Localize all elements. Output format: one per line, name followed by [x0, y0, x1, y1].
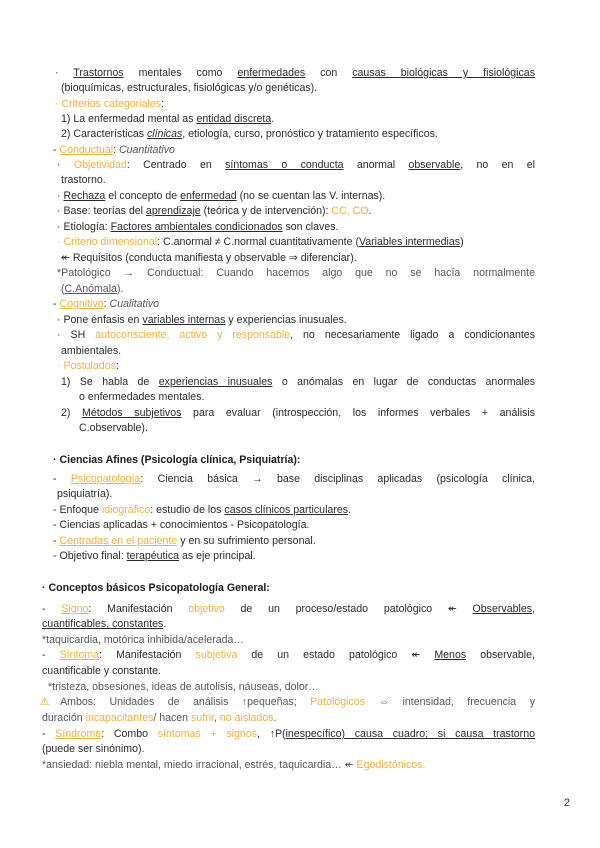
text-line	[42, 727, 535, 741]
text-segment: - Ciencias aplicadas + conocimientos - Psicopatología.	[53, 519, 310, 531]
text-segment: subjetiva	[195, 649, 238, 661]
text-line	[53, 472, 535, 486]
text-segment: Cualitativo	[109, 298, 160, 310]
text-segment: Síntoma	[59, 649, 100, 661]
text-segment: cuantificable y constante.	[42, 665, 161, 677]
text-segment: *tristeza, obsesiones, ideas de autolisis, náuseas, dolor…	[48, 681, 319, 693]
text-segment: ).	[116, 283, 124, 295]
page-number: 2	[563, 797, 570, 809]
text-segment: C.Anómala	[64, 283, 117, 295]
text-segment: cuantificables, constantes	[42, 618, 164, 630]
text-line	[61, 81, 317, 95]
text-segment: ambientales.	[61, 345, 122, 357]
text-segment: para evaluar (introspección, los informes verbales + análisis	[181, 407, 535, 419]
text-segment: (bioquímicas, estructurales, fisiológicas y/o genéticas).	[61, 82, 318, 94]
text-segment: 2)	[61, 407, 83, 419]
text-line	[42, 617, 166, 631]
text-segment: Factores ambientales condicionados	[110, 221, 283, 233]
text-segment: :	[115, 360, 119, 372]
text-segment: *Patológico → Conductual: Cuando hacemos algo que no se hacía normalmente	[57, 267, 535, 279]
text-segment: )	[460, 236, 464, 248]
text-line	[42, 664, 161, 678]
text-line	[53, 297, 159, 311]
text-segment: terapéutica	[126, 550, 180, 562]
text-segment: · Criterios categoriales	[55, 98, 161, 110]
text-line	[61, 282, 123, 296]
text-segment: sufrir	[191, 712, 214, 724]
text-segment: : Centrado en	[126, 159, 226, 171]
text-segment: CC, CO	[331, 205, 369, 217]
text-line	[42, 633, 244, 647]
text-line	[48, 680, 319, 694]
text-segment: trastorno.	[61, 174, 106, 186]
text-line	[61, 251, 357, 265]
text-line	[61, 344, 121, 358]
text-segment: .	[273, 712, 277, 724]
text-segment: variables internas	[142, 314, 226, 326]
text-segment: -	[42, 603, 62, 615]
text-segment: Cuantitativo	[118, 144, 175, 156]
text-segment: , no necesariamente ligado a condicionantes	[290, 329, 535, 341]
text-line	[79, 390, 204, 404]
text-line	[61, 406, 535, 420]
text-line	[61, 375, 535, 389]
text-segment: experiencias inusuales	[158, 376, 273, 388]
text-segment: 1) Se habla de	[61, 376, 159, 388]
text-segment: · Conceptos básicos Psicopatología General:	[42, 582, 270, 594]
text-segment: y en su sufrimiento personal.	[177, 535, 316, 547]
text-segment: .	[163, 618, 167, 630]
text-line	[55, 66, 535, 80]
text-line	[57, 158, 535, 172]
text-line	[61, 112, 274, 126]
text-segment: - Objetivo final:	[53, 550, 127, 562]
text-segment: :	[160, 98, 164, 110]
text-segment: de un proceso/estado patológico ↞	[224, 603, 473, 615]
text-segment: *ansiedad: niebla mental, miedo irracional, estrés, taquicardia… ↞	[42, 759, 357, 771]
text-segment: clínicas	[146, 128, 183, 140]
text-line	[42, 758, 425, 772]
text-segment: ,	[214, 712, 220, 724]
text-segment: incapacitantes	[85, 712, 154, 724]
text-segment: .	[348, 504, 351, 516]
text-segment: enfermedades	[237, 67, 306, 79]
text-line	[61, 173, 106, 187]
text-segment: Centradas en el paciente	[59, 535, 178, 547]
text-segment: .	[368, 205, 372, 217]
text-line	[42, 581, 270, 595]
text-segment: (teórica y de intervención):	[200, 205, 332, 217]
text-segment: autoconsciente, activo y responsable	[95, 329, 291, 341]
text-segment: ⇔ intensidad, frecuencia y	[364, 696, 535, 708]
text-line	[53, 518, 309, 532]
text-line	[57, 328, 535, 342]
text-segment: · Ciencias Afines (Psicología clínica, Psiquiatría):	[53, 454, 301, 466]
text-segment: ·	[55, 67, 74, 79]
text-segment: síntomas + signos	[157, 728, 257, 740]
text-segment: · Criterio dimensional	[57, 236, 158, 248]
text-segment: observable	[408, 159, 461, 171]
text-segment: Signo	[61, 603, 89, 615]
text-segment: mentales como	[123, 67, 238, 79]
text-segment: .	[271, 113, 275, 125]
text-line	[57, 359, 119, 373]
text-segment: aprendizaje	[145, 205, 201, 217]
text-line	[53, 534, 316, 548]
text-segment: / hacen	[153, 712, 192, 724]
text-segment: (no se cuentan las V. internas).	[236, 190, 386, 202]
text-segment: · SH	[57, 329, 96, 341]
text-segment: Trastornos	[73, 67, 124, 79]
text-line	[53, 549, 256, 563]
text-segment: *taquicardia, motórica inhibida/acelerada…	[42, 634, 244, 646]
text-segment: objetivo	[188, 603, 225, 615]
text-line	[55, 97, 164, 111]
text-segment: de un estado patológico ↞	[237, 649, 435, 661]
text-segment: Egodistónicos.	[356, 759, 426, 771]
text-segment: :	[103, 298, 110, 310]
text-line	[42, 648, 535, 662]
text-segment: :	[113, 144, 119, 156]
text-segment: entidad discreta	[196, 113, 272, 125]
text-segment: no aislados	[219, 712, 274, 724]
text-segment: Cognitivo	[59, 298, 104, 310]
text-line	[42, 602, 535, 616]
text-segment: observable,	[466, 649, 535, 661]
text-line	[57, 220, 339, 234]
text-segment: , etiología, curso, pronóstico y tratamiento específicos.	[182, 128, 438, 140]
text-segment: Síndrome	[55, 728, 102, 740]
text-line	[57, 204, 371, 218]
text-segment: C.observable).	[79, 422, 148, 434]
text-line	[61, 127, 438, 141]
text-segment: -	[53, 473, 71, 485]
text-segment: Rechaza	[63, 190, 106, 202]
text-segment: -	[53, 535, 60, 547]
text-segment: ↞ Requisitos (conducta manifiesta y observable ⇒ diferenciar).	[61, 252, 357, 264]
text-segment: -	[42, 649, 60, 661]
text-segment: Patológicos	[310, 696, 365, 708]
text-segment: idiográfico	[101, 504, 151, 516]
text-segment: con	[305, 67, 353, 79]
text-segment: : Combo	[101, 728, 158, 740]
text-line	[42, 711, 276, 725]
text-segment: -	[53, 298, 60, 310]
text-segment: ,	[532, 603, 535, 615]
text-segment: , no en el	[460, 159, 535, 171]
text-segment: · Base: teorías del	[57, 205, 146, 217]
text-segment: · Etiología:	[57, 221, 111, 233]
text-line	[40, 695, 535, 709]
text-segment: as eje principal.	[179, 550, 256, 562]
text-line	[53, 503, 351, 517]
text-segment: , ↑P(	[257, 728, 286, 740]
text-segment: el concepto de	[105, 190, 181, 202]
text-segment: ⚠	[40, 696, 61, 708]
text-segment: enfermedad	[180, 190, 237, 202]
text-segment: o anómalas en lugar de conductas anormales	[272, 376, 536, 388]
text-line	[42, 742, 144, 756]
text-segment: anormal	[343, 159, 409, 171]
text-segment: Menos	[434, 649, 467, 661]
text-segment: : Ciencia básica → base disciplinas aplicadas (psicología clínica,	[140, 473, 535, 485]
text-segment: : C.anormal ≠ C.normal cuantitativamente (	[157, 236, 359, 248]
text-segment: Métodos subjetivos	[82, 407, 182, 419]
text-segment: (	[61, 283, 65, 295]
text-segment: duración	[42, 712, 86, 724]
text-segment: -	[42, 728, 56, 740]
text-segment: Observables	[472, 603, 533, 615]
text-line	[53, 143, 175, 157]
text-segment: Conductual	[59, 144, 114, 156]
text-segment: o enfermedades mentales.	[79, 391, 205, 403]
text-segment: Objetividad	[73, 159, 127, 171]
text-line	[57, 487, 112, 501]
text-segment: 2) Características	[61, 128, 147, 140]
text-segment: : Manifestación	[88, 603, 189, 615]
text-segment: Psicopatología	[70, 473, 141, 485]
text-segment: : Manifestación	[99, 649, 196, 661]
text-segment: y experiencias inusuales.	[225, 314, 347, 326]
text-line	[57, 189, 385, 203]
text-segment: · Postulados	[57, 360, 116, 372]
text-segment: 1) La enfermedad mental as	[61, 113, 197, 125]
text-line	[57, 313, 347, 327]
text-segment: · Pone énfasis en	[57, 314, 143, 326]
text-segment: Variables intermedias	[358, 236, 461, 248]
text-segment: -	[53, 144, 60, 156]
text-segment: causas biológicas y fisiológicas	[352, 67, 535, 79]
text-segment: son claves.	[282, 221, 339, 233]
text-segment: ·	[57, 159, 74, 171]
text-segment: casos clínicos particulares	[224, 504, 349, 516]
text-segment: psiquiatría).	[57, 488, 113, 500]
text-segment: síntomas o conducta	[225, 159, 344, 171]
text-segment: ·	[57, 190, 64, 202]
text-segment: - Enfoque	[53, 504, 102, 516]
text-line	[57, 235, 464, 249]
text-line	[57, 266, 535, 280]
text-segment: (puede ser sinónimo).	[42, 743, 145, 755]
text-segment: : estudio de los	[150, 504, 225, 516]
text-segment: Ambos: Unidades de análisis ↑pequeñas;	[60, 696, 311, 708]
text-segment: inespecífico) causa cuadro; si causa trastorno	[285, 728, 535, 740]
text-line	[79, 421, 148, 435]
text-line	[53, 453, 300, 467]
